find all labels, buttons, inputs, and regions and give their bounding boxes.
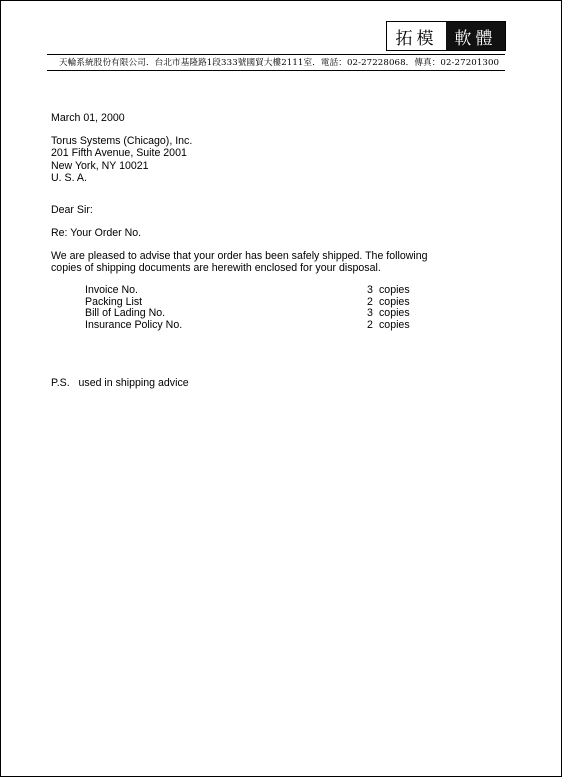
subject-line: Re: Your Order No. <box>51 227 142 239</box>
document-qty: 3 <box>367 307 373 320</box>
body-paragraph <box>51 250 428 275</box>
paragraph-line: We are pleased to advise that your order has been safely shipped. The following <box>51 250 428 262</box>
company-info-line: 天輪系統股份有限公司．台北市基隆路1段333號國貿大樓2111室．電話：02-27228068．傳真：02-27201300 <box>59 58 500 68</box>
paragraph-line: copies of shipping documents are herewith enclosed for your disposal. <box>51 262 381 275</box>
document-qty: 2 <box>367 295 373 308</box>
header-top-rule <box>47 54 505 55</box>
document-unit: copies <box>379 318 410 331</box>
company-logo <box>386 21 506 51</box>
postscript <box>51 377 189 389</box>
document-qty: 3 <box>367 284 373 296</box>
document-unit: copies <box>379 307 410 320</box>
list-item <box>85 320 425 332</box>
document-unit: copies <box>379 295 410 308</box>
header-bottom-rule <box>47 70 505 71</box>
logo-left-text: 拓模 <box>387 22 446 50</box>
document-name: Packing List <box>85 295 143 308</box>
document-name: Invoice No. <box>85 284 138 296</box>
salutation: Dear Sir: <box>51 204 93 216</box>
ps-label: P.S. <box>51 377 70 389</box>
address-line: New York, NY 10021 <box>51 159 149 172</box>
letter-date: March 01, 2000 <box>51 112 125 124</box>
enclosed-documents-list <box>85 285 425 331</box>
address-line: 201 Fifth Avenue, Suite 2001 <box>51 147 187 160</box>
address-line: Torus Systems (Chicago), Inc. <box>51 135 193 147</box>
ps-text: used in shipping advice <box>78 377 189 389</box>
list-item <box>85 285 425 297</box>
address-line: U. S. A. <box>51 172 87 185</box>
document-name: Bill of Lading No. <box>85 307 166 320</box>
document-name: Insurance Policy No. <box>85 318 183 331</box>
document-qty: 2 <box>367 318 373 331</box>
logo-right-text: 軟體 <box>446 22 505 50</box>
document-unit: copies <box>379 284 410 296</box>
recipient-address <box>51 135 192 185</box>
